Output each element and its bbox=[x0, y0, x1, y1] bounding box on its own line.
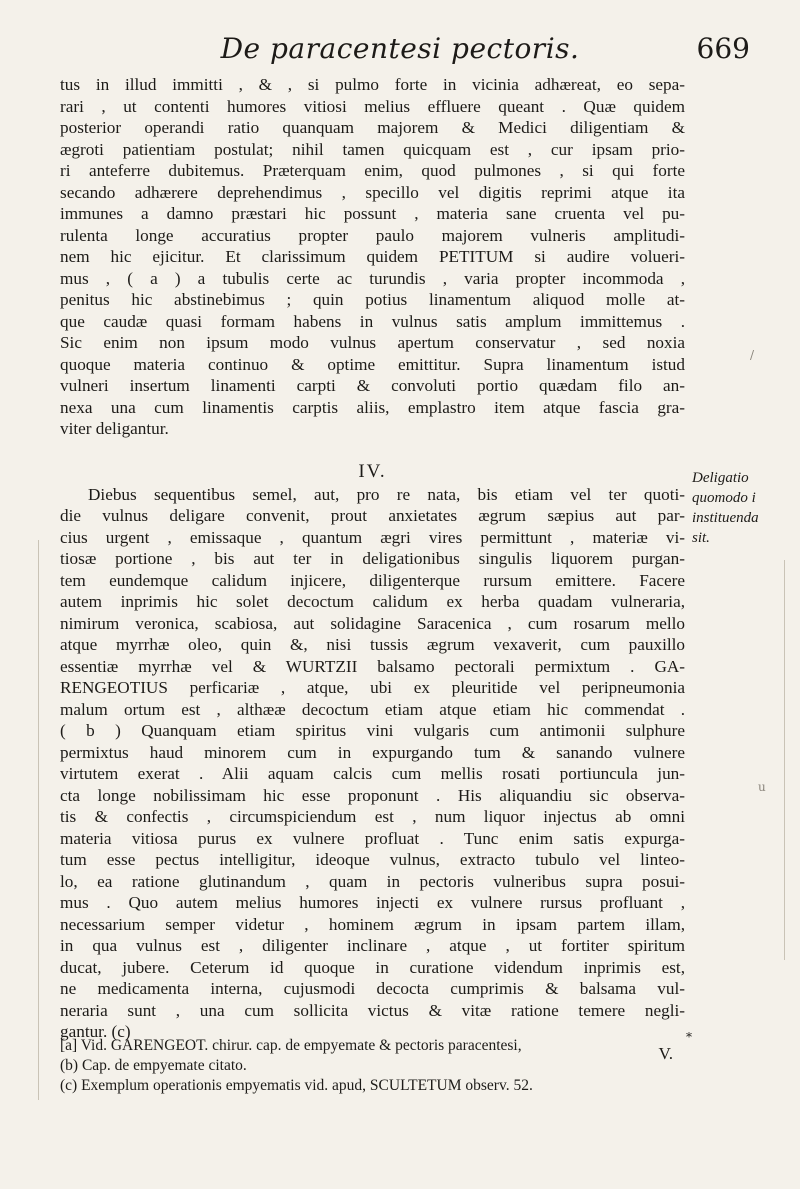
text-line: essentiæ myrrhæ vel & WURTZII balsamo pectorali permixtum . GA- bbox=[60, 656, 685, 676]
margin-note-line: sit. bbox=[692, 530, 710, 546]
text-line: ( b ) Quanquam etiam spiritus vini vulgaris cum antimonii sulphure bbox=[60, 721, 685, 740]
text-line: gantur. (c) bbox=[60, 1022, 131, 1041]
text-line: nimirum veronica, scabiosa, aut solidagine Saracenica , cum rosarum mello bbox=[60, 613, 685, 633]
text-line: lo, ea ratione glutinandum , quam in pectoris vulneribus supra posui- bbox=[60, 871, 685, 891]
text-line: tis & confectis , circumspiciendum est , num liquor injectus ab omni bbox=[60, 807, 685, 826]
stray-mark: * bbox=[686, 1030, 692, 1044]
running-title: De paracentesi pectoris. bbox=[220, 32, 580, 65]
text-line: Sic enim non ipsum modo vulnus apertum conservatur , sed noxia bbox=[60, 333, 685, 352]
text-line: ægroti patientiam postulat; nihil tamen quicquam est , cur ipsam prio- bbox=[60, 139, 685, 159]
text-line: tem eundemque calidum injicere, diligenterque rursum emittere. Facere bbox=[60, 570, 685, 590]
text-line: vulneri insertum linamenti carpti & convoluti portio quædam filo an- bbox=[60, 376, 685, 395]
text-line: virtutem exerat . Alii aquam calcis cum mellis rosati portiuncula jun- bbox=[60, 764, 685, 783]
footnote: (b) Cap. de empyemate citato. bbox=[60, 1057, 247, 1074]
text-line: RENGEOTIUS perficariæ , atque, ubi ex pleuritide vel peripneumonia bbox=[60, 678, 685, 697]
footnote: (c) Exemplum operationis empyematis vid. apud, SCULTETUM observ. 52. bbox=[60, 1077, 533, 1094]
text-line: rulenta longe accuratius propter paulo majorem vulneris amplitudi- bbox=[60, 225, 685, 245]
paragraph-2 bbox=[60, 484, 685, 1065]
text-line: in qua vulnus est , diligenter inclinare , atque , ut fortiter spiritum bbox=[60, 936, 685, 955]
text-line: mus . Quo autem melius humores injecti ex vulnere rursus profluant , bbox=[60, 893, 685, 912]
text-line: necessarium semper videtur , hominem ægrum in ipsam partem illam, bbox=[60, 914, 685, 934]
text-line: viter deligantur. bbox=[60, 419, 169, 438]
text-line: neraria sunt , una cum sollicita victus & vitæ ratione temere negli- bbox=[60, 1000, 685, 1020]
paragraph-1 bbox=[60, 74, 685, 440]
text-line: secando adhærere deprehendimus , specillo vel digitis reprimi atque ita bbox=[60, 182, 685, 202]
footnotes bbox=[60, 1036, 750, 1096]
text-line: malum ortum est , althææ decoctum etiam atque etiam hic commendat . bbox=[60, 699, 685, 719]
section-heading: IV. bbox=[358, 460, 387, 482]
text-line: materia vitiosa purus ex vulnere profluat . Tunc enim satis expurga- bbox=[60, 828, 685, 848]
catchword: V. bbox=[658, 1043, 673, 1063]
text-line: tus in illud immitti , & , si pulmo forte in vicinia adhæreat, eo sepa- bbox=[60, 75, 685, 94]
text-line: quoque materia continuo & optime emittitur. Supra linamentum istud bbox=[60, 354, 685, 374]
text-line: ducat, jubere. Ceterum id quoque in curatione videndum inprimis est, bbox=[60, 957, 685, 977]
page-number: 669 bbox=[696, 32, 750, 65]
text-line: tiosæ portione , bis aut ter in deligationibus singulis liquorem purgan- bbox=[60, 549, 685, 568]
text-line: ri anteferre dubitemus. Præterquam enim, quod pulmones , si qui forte bbox=[60, 161, 685, 180]
text-line: die vulnus deligare convenit, prout anxietates ægrum sæpius aut par- bbox=[60, 506, 685, 525]
page-edge-left bbox=[38, 540, 39, 1100]
text-line: nem hic ejicitur. Et clarissimum quidem PETITUM si audire volueri- bbox=[60, 247, 685, 266]
text-line: mus , ( a ) a tubulis certe ac turundis , varia propter incommoda , bbox=[60, 268, 685, 288]
page-header bbox=[60, 32, 750, 68]
text-line: permixtus haud minorem cum in expurgando tum & sanando vulnere bbox=[60, 742, 685, 762]
text-line: ne medicamenta interna, cujusmodi decocta cumprimis & balsama vul- bbox=[60, 979, 685, 998]
text-line: nexa una cum linamentis carptis aliis, emplastro item atque fascia gra- bbox=[60, 397, 685, 417]
margin-note-line: instituenda bbox=[692, 510, 759, 526]
main-text bbox=[60, 74, 685, 1064]
stray-mark: / bbox=[750, 348, 755, 362]
text-line: tum esse pectus intelligitur, ideoque vulnus, extracto tubulo vel linteo- bbox=[60, 850, 685, 869]
page-edge-right bbox=[784, 560, 785, 960]
footnote: [a] Vid. GARENGEOT. chirur. cap. de empyemate & pectoris paracentesi, bbox=[60, 1037, 522, 1054]
text-line: cius urgent , emissaque , quantum ægri vires permittunt , materiæ vi- bbox=[60, 527, 685, 547]
margin-note bbox=[692, 468, 792, 548]
text-line: posterior operandi ratio quanquam majorem & Medici diligentiam & bbox=[60, 118, 685, 137]
text-line: cta longe nobilissimam hic esse proponunt . His aliquandiu sic observa- bbox=[60, 785, 685, 805]
text-line: immunes a damno præstari hic possunt , materia sane cruenta vel pu- bbox=[60, 204, 685, 223]
text-line: penitus hic abstinebimus ; quin potius linamentum aliquod molle at- bbox=[60, 290, 685, 309]
margin-note-line: Deligatio bbox=[692, 470, 749, 486]
text-line: rari , ut contenti humores vitiosi melius effluere queant . Quæ quidem bbox=[60, 96, 685, 116]
text-line: que caudæ quasi formam habens in vulnus satis amplum immittemus . bbox=[60, 311, 685, 331]
margin-note-line: quomodo i bbox=[692, 490, 756, 506]
text-line: Diebus sequentibus semel, aut, pro re nata, bis etiam vel ter quoti- bbox=[88, 484, 685, 504]
text-line: atque myrrhæ oleo, quin &, nisi tussis ægrum vexaverit, cum pauxillo bbox=[60, 635, 685, 654]
stray-mark: u bbox=[758, 780, 766, 794]
text-line: autem inprimis hic solet decoctum calidum ex herba quadam vulneraria, bbox=[60, 592, 685, 611]
